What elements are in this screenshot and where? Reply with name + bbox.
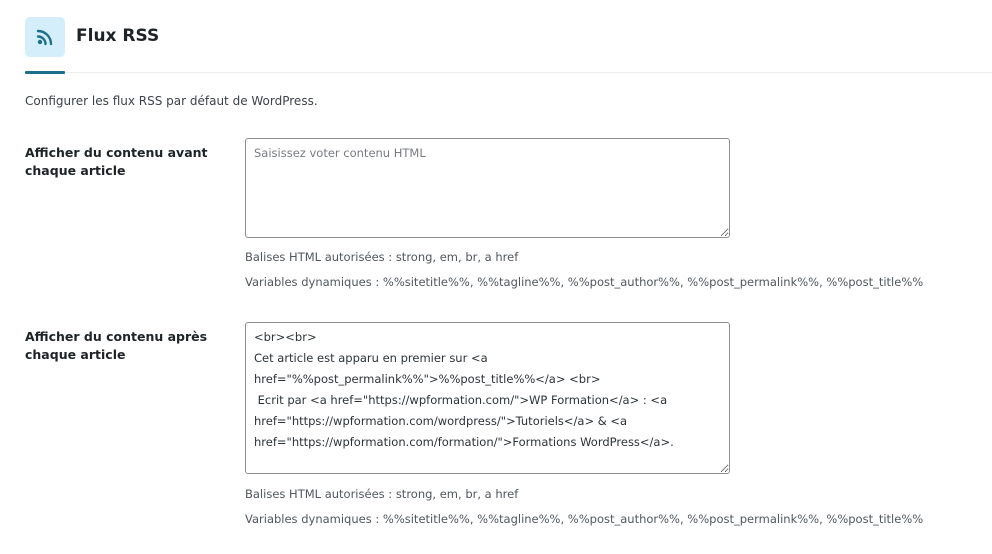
header-accent-underline: [25, 71, 65, 74]
field-label-before-content: Afficher du contenu avant chaque article: [25, 145, 208, 178]
header-divider: [25, 72, 992, 73]
rss-icon-box: [25, 17, 65, 57]
dynamic-variables-help: Variables dynamiques : %%sitetitle%%, %%tagline%%, %%post_author%%, %%post_permalink%%, %%post_title%%: [245, 512, 924, 526]
section-description: Configurer les flux RSS par défaut de WordPress.: [25, 94, 318, 108]
field-label-after-content: Afficher du contenu après chaque article: [25, 329, 208, 362]
section-header: [0, 0, 992, 74]
dynamic-variables-help: Variables dynamiques : %%sitetitle%%, %%tagline%%, %%post_author%%, %%post_permalink%%, %%post_title%%: [245, 275, 924, 289]
allowed-tags-help: Balises HTML autorisées : strong, em, br, a href: [245, 487, 519, 501]
page-title: Flux RSS: [76, 26, 160, 46]
allowed-tags-help: Balises HTML autorisées : strong, em, br, a href: [245, 250, 519, 264]
rss-icon: [36, 28, 54, 46]
after-content-textarea[interactable]: [245, 322, 730, 474]
before-content-textarea[interactable]: [245, 138, 730, 238]
